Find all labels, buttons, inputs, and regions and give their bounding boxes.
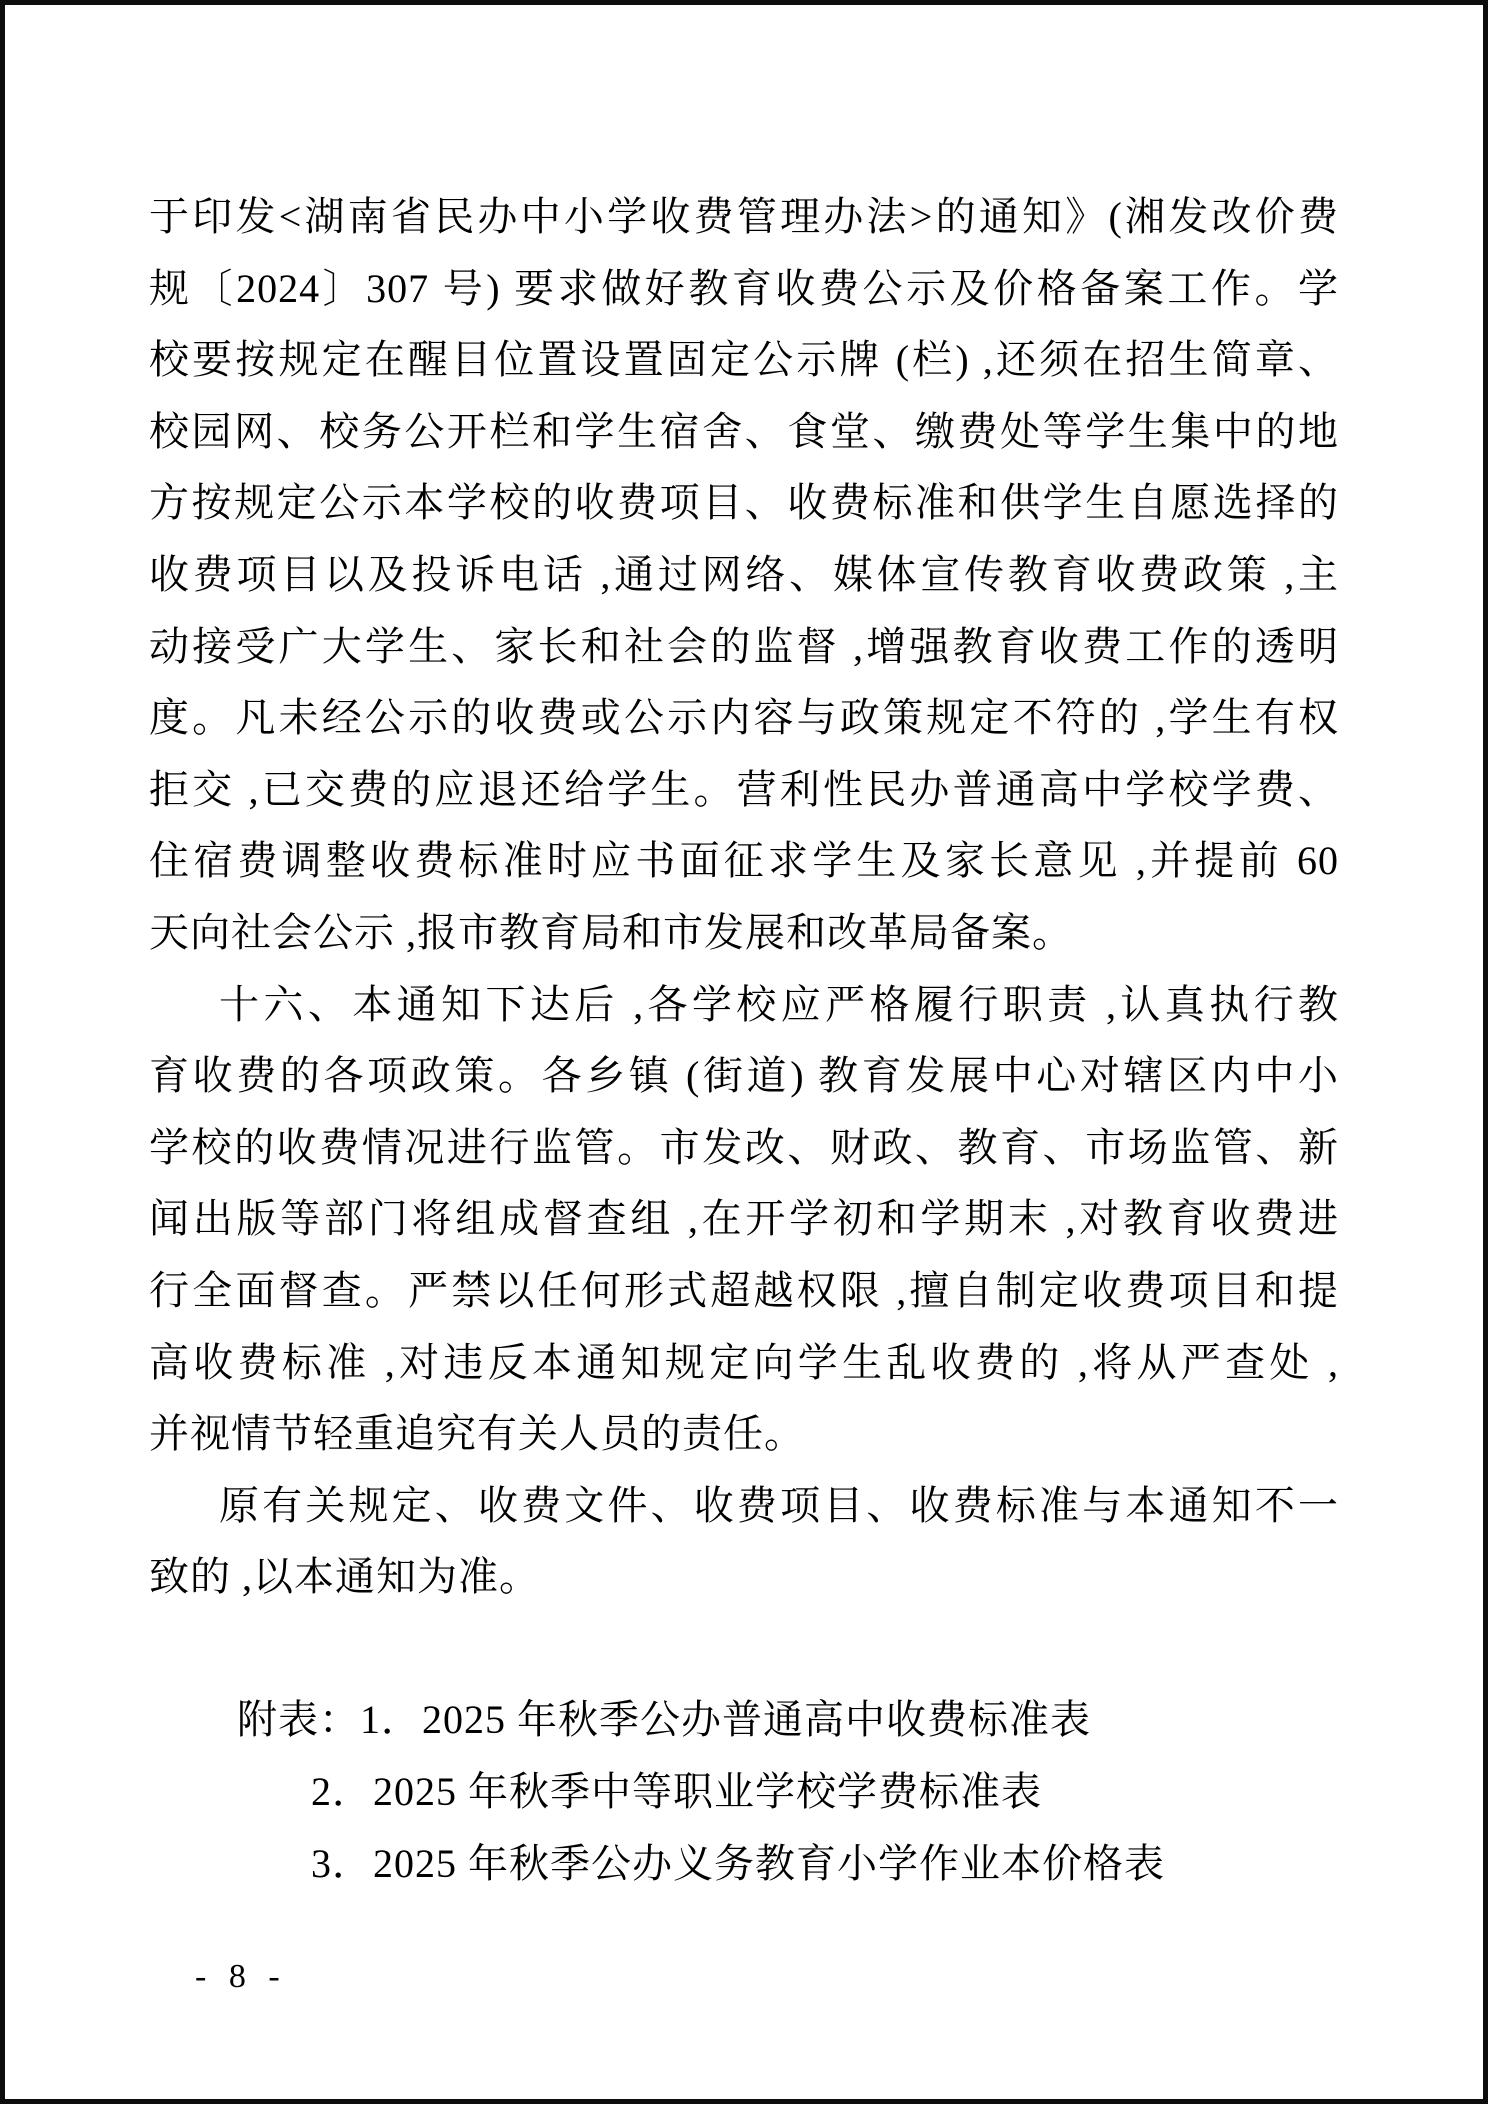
body-line: 高收费标准 ,对违反本通知规定向学生乱收费的 ,将从严查处 ,	[149, 1339, 1339, 1385]
attachment-item: 2．2025 年秋季中等职业学校学费标准表	[311, 1769, 1042, 1815]
attachment-item	[237, 1684, 1339, 1756]
body-line: 闻出版等部门将组成督查组 ,在开学初和学期末 ,对教育收费进	[149, 1196, 1339, 1242]
body-line: 行全面督查。严禁以任何形式超越权限 ,擅自制定收费项目和提	[149, 1267, 1339, 1313]
page-number: - 8 -	[195, 1958, 287, 1995]
attachment-label: 附表：	[237, 1697, 360, 1743]
blank-line	[149, 1613, 1339, 1685]
body-line: 于印发<湖南省民办中小学收费管理办法>的通知》(湘发改价费	[149, 194, 1339, 239]
attachment-title: 1．2025 年秋季公办普通高中收费标准表	[360, 1697, 1091, 1743]
body-line: 动接受广大学生、家长和社会的监督 ,增强教育收费工作的透明	[149, 623, 1339, 669]
body-line: 十六、本通知下达后 ,各学校应严格履行职责 ,认真执行教	[219, 981, 1339, 1027]
attachment-item: 3．2025 年秋季公办义务教育小学作业本价格表	[311, 1840, 1165, 1886]
body-line: 度。凡未经公示的收费或公示内容与政策规定不符的 ,学生有权	[149, 695, 1339, 741]
body-line: 方按规定公示本学校的收费项目、收费标准和供学生自愿选择的	[149, 480, 1339, 526]
body-line: 收费项目以及投诉电话 ,通过网络、媒体宣传教育收费政策 ,主	[149, 551, 1339, 597]
body-line: 规〔2024〕307 号) 要求做好教育收费公示及价格备案工作。学	[149, 265, 1339, 311]
body-line: 育收费的各项政策。各乡镇 (街道) 教育发展中心对辖区内中小	[149, 1053, 1339, 1099]
attachment-list	[149, 1684, 1339, 1899]
document-body	[5, 5, 1483, 1899]
body-line: 天向社会公示 ,报市教育局和市发展和改革局备案。	[149, 909, 1073, 955]
body-line: 校园网、校务公开栏和学生宿舍、食堂、缴费处等学生集中的地	[149, 408, 1339, 454]
paragraph-1	[149, 181, 1339, 969]
body-line: 学校的收费情况进行监管。市发改、财政、教育、市场监管、新	[149, 1124, 1339, 1170]
body-line: 并视情节轻重追究有关人员的责任。	[149, 1411, 805, 1457]
body-line: 校要按规定在醒目位置设置固定公示牌 (栏) ,还须在招生简章、	[149, 337, 1339, 383]
paragraph-3	[149, 1470, 1339, 1613]
paragraph-2	[149, 969, 1339, 1470]
body-line: 住宿费调整收费标准时应书面征求学生及家长意见 ,并提前 60	[149, 838, 1339, 884]
body-line: 原有关规定、收费文件、收费项目、收费标准与本通知不一	[219, 1482, 1339, 1528]
body-line: 拒交 ,已交费的应退还给学生。营利性民办普通高中学校学费、	[149, 766, 1339, 812]
body-line: 致的 ,以本通知为准。	[149, 1554, 540, 1600]
